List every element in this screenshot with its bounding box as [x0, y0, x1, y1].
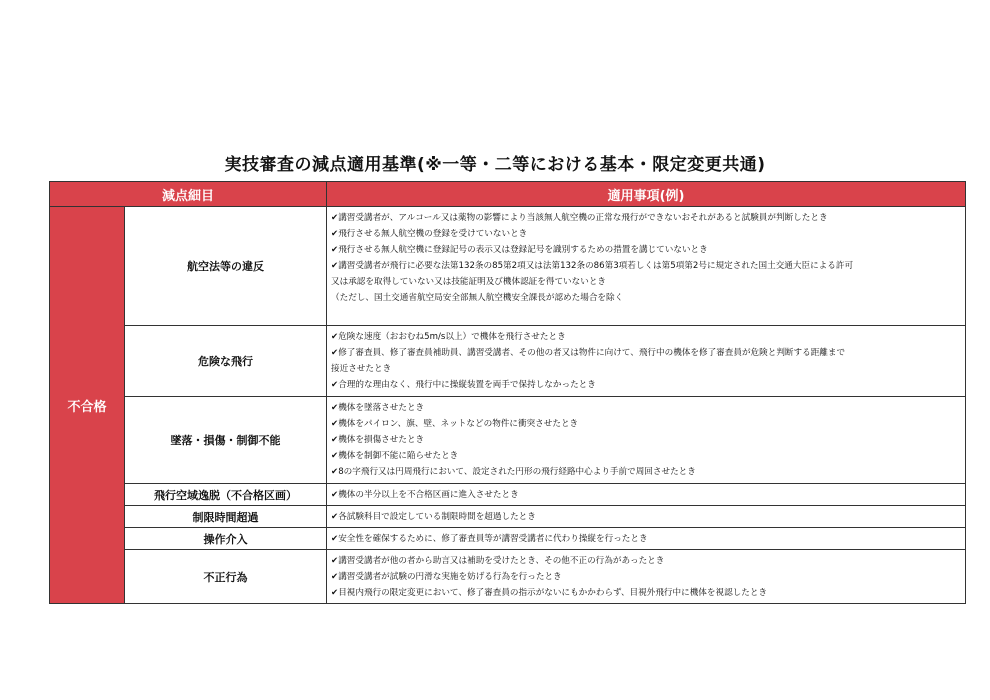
- header-deduction-item: 減点細目: [50, 182, 327, 207]
- category-examples: [327, 397, 966, 484]
- example-line: ✔講習受講者が試験の円滑な実施を妨げる行為を行ったとき: [331, 572, 562, 582]
- category-name: 航空法等の違反: [125, 207, 327, 326]
- example-line: ✔機体を制御不能に陥らせたとき: [331, 451, 459, 461]
- table-row: [50, 550, 966, 604]
- table-body: [50, 207, 966, 604]
- example-line: ✔機体を損傷させたとき: [331, 435, 425, 445]
- example-line: ✔機体を墜落させたとき: [331, 403, 425, 413]
- example-line: ✔機体をパイロン、旗、壁、ネットなどの物件に衝突させたとき: [331, 419, 579, 429]
- category-name: 飛行空域逸脱（不合格区画）: [125, 484, 327, 506]
- table-header-row: [50, 182, 966, 207]
- table-row: [50, 484, 966, 506]
- deduction-criteria-table: [49, 181, 966, 604]
- category-examples: [327, 484, 966, 506]
- category-name: 操作介入: [125, 528, 327, 550]
- category-examples: [327, 528, 966, 550]
- example-line: ✔各試験科目で設定している制限時間を超過したとき: [331, 512, 536, 522]
- example-line: 接近させたとき: [331, 364, 392, 374]
- category-name: 不正行為: [125, 550, 327, 604]
- fail-label-cell: 不合格: [50, 207, 125, 604]
- table-row: [50, 397, 966, 484]
- example-line: 又は承認を取得していない又は技能証明及び機体認証を得ていないとき: [331, 277, 607, 287]
- table-row: [50, 207, 966, 326]
- category-name: 制限時間超過: [125, 506, 327, 528]
- category-name: 危険な飛行: [125, 326, 327, 397]
- example-line: ✔講習受講者が、アルコール又は薬物の影響により当該無人航空機の正常な飛行ができないおそれがあると試験員が判断したとき: [331, 213, 828, 223]
- category-name: 墜落・損傷・制御不能: [125, 397, 327, 484]
- page-title: 実技審査の減点適用基準(※一等・二等における基本・限定変更共通): [224, 155, 766, 175]
- example-line: ✔安全性を確保するために、修了審査員等が講習受講者に代わり操縦を行ったとき: [331, 534, 648, 544]
- example-line: ✔8の字飛行又は円周飛行において、設定された円形の飛行経路中心より手前で周回させたとき: [331, 467, 696, 477]
- example-line: ✔機体の半分以上を不合格区画に進入させたとき: [331, 490, 519, 500]
- example-line: ✔危険な速度（おおむね5m/s以上）で機体を飛行させたとき: [331, 332, 566, 342]
- example-line: ✔修了審査員、修了審査員補助員、講習受講者、その他の者又は物件に向けて、飛行中の機体を修了審査員が危険と判断する距離まで: [331, 348, 846, 358]
- category-examples: [327, 207, 966, 326]
- example-line: （ただし、国土交通省航空局安全部無人航空機安全課長が認めた場合を除く: [331, 293, 624, 303]
- category-examples: [327, 326, 966, 397]
- example-line: ✔飛行させる無人航空機に登録記号の表示又は登録記号を識別するための措置を講じていないとき: [331, 245, 708, 255]
- example-line: ✔講習受講者が他の者から助言又は補助を受けたとき、その他不正の行為があったとき: [331, 556, 665, 566]
- category-examples: [327, 550, 966, 604]
- table-row: [50, 506, 966, 528]
- example-line: ✔合理的な理由なく、飛行中に操縦装置を両手で保持しなかったとき: [331, 380, 596, 390]
- table-row: [50, 326, 966, 397]
- example-line: ✔飛行させる無人航空機の登録を受けていないとき: [331, 229, 528, 239]
- table-row: [50, 528, 966, 550]
- category-examples: [327, 506, 966, 528]
- example-line: ✔講習受講者が飛行に必要な法第132条の85第2項又は法第132条の86第3項若しくは第5項第2号に規定された国土交通大臣による許可: [331, 261, 854, 271]
- example-line: ✔目視内飛行の限定変更において、修了審査員の指示がないにもかかわらず、目視外飛行中に機体を視認したとき: [331, 588, 768, 598]
- header-applicable-items: 適用事項(例): [327, 182, 966, 207]
